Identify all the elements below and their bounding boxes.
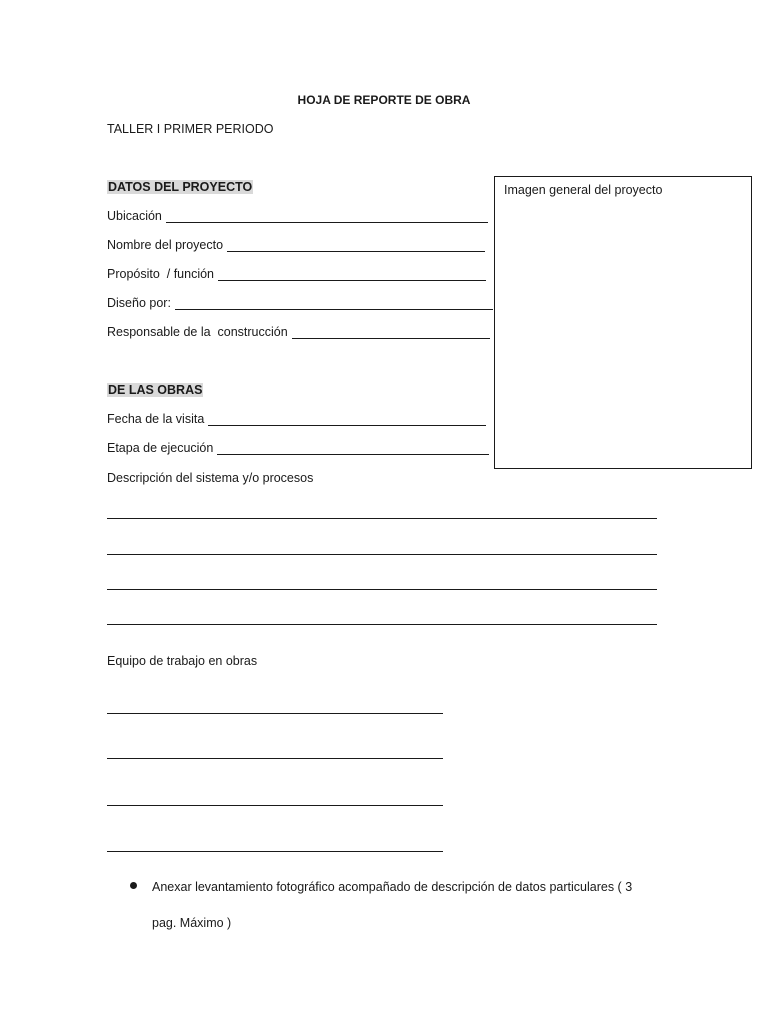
section-heading-works — [107, 383, 203, 397]
team-line[interactable] — [107, 851, 443, 852]
annex-note-line1: Anexar levantamiento fotográfico acompañado de descripción de datos particulares ( 3 — [152, 880, 633, 894]
description-line[interactable] — [107, 589, 657, 590]
field-label: Responsable de la construcción — [107, 325, 288, 339]
field-label: Etapa de ejecución — [107, 441, 214, 455]
field-label: Fecha de la visita — [107, 412, 205, 426]
field-etapa-ejecucion[interactable] — [107, 441, 489, 455]
field-label: Ubicación — [107, 209, 162, 223]
team-line[interactable] — [107, 758, 443, 759]
section-heading-works-text: DE LAS OBRAS — [108, 383, 203, 397]
field-line[interactable] — [218, 267, 486, 281]
field-line[interactable] — [217, 441, 489, 455]
field-line[interactable] — [208, 412, 486, 426]
field-line[interactable] — [175, 296, 493, 310]
field-ubicacion[interactable] — [107, 209, 488, 223]
team-label: Equipo de trabajo en obras — [107, 654, 258, 668]
field-line[interactable] — [292, 325, 490, 339]
field-label: Propósito / función — [107, 267, 215, 281]
course-subtitle: TALLER I PRIMER PERIODO — [107, 122, 274, 136]
field-line[interactable] — [166, 209, 488, 223]
project-image-box[interactable] — [494, 176, 752, 469]
annex-note-line2: pag. Máximo ) — [152, 916, 232, 930]
field-diseno-por[interactable] — [107, 296, 493, 310]
description-line[interactable] — [107, 624, 657, 625]
project-image-label: Imagen general del proyecto — [504, 183, 663, 197]
section-heading-project — [107, 180, 253, 194]
field-fecha-visita[interactable] — [107, 412, 486, 426]
field-responsable[interactable] — [107, 325, 490, 339]
field-line[interactable] — [227, 238, 485, 252]
team-line[interactable] — [107, 713, 443, 714]
description-line[interactable] — [107, 554, 657, 555]
description-line[interactable] — [107, 518, 657, 519]
field-nombre-proyecto[interactable] — [107, 238, 485, 252]
team-line[interactable] — [107, 805, 443, 806]
section-heading-project-text: DATOS DEL PROYECTO — [108, 180, 253, 194]
description-label: Descripción del sistema y/o procesos — [107, 471, 314, 485]
field-proposito[interactable] — [107, 267, 486, 281]
document-title: HOJA DE REPORTE DE OBRA — [297, 93, 471, 107]
bullet-icon — [130, 882, 137, 889]
field-label: Diseño por: — [107, 296, 171, 310]
field-label: Nombre del proyecto — [107, 238, 224, 252]
